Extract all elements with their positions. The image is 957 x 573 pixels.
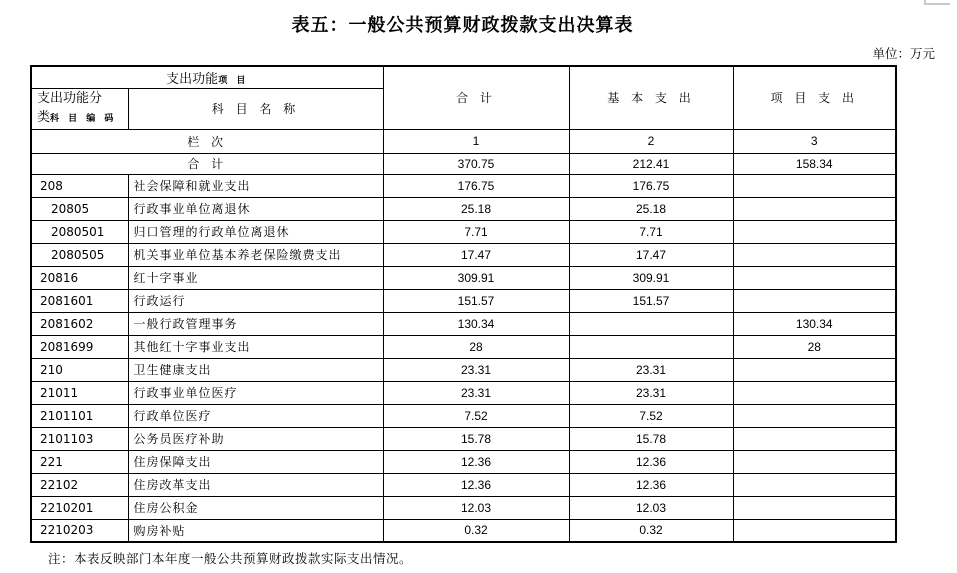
header-col-basic: 基 本 支 出 <box>569 66 733 129</box>
cell-code: 2081601 <box>31 289 128 312</box>
cell-code: 210 <box>31 358 128 381</box>
cell-subject-name: 住房公积金 <box>128 496 383 519</box>
column-index-3: 3 <box>733 129 896 153</box>
table-row <box>31 220 896 243</box>
cell-code: 2210203 <box>31 519 128 542</box>
header-function-item-cell <box>31 66 383 88</box>
cell-project <box>733 450 896 473</box>
cell-code: 20805 <box>31 197 128 220</box>
cell-total: 7.52 <box>383 404 569 427</box>
page-title: 表五：一般公共预算财政拨款支出决算表 <box>291 15 634 36</box>
cell-basic: 12.36 <box>569 450 733 473</box>
table-row <box>31 312 896 335</box>
cell-subject-name: 行政单位医疗 <box>128 404 383 427</box>
cell-project <box>733 427 896 450</box>
table-row <box>31 197 896 220</box>
cell-code: 2081699 <box>31 335 128 358</box>
table-row <box>31 496 896 519</box>
cell-total: 17.47 <box>383 243 569 266</box>
cell-project <box>733 404 896 427</box>
budget-table <box>30 65 897 543</box>
cell-project <box>733 381 896 404</box>
cell-grand-total-basic: 212.41 <box>569 153 733 174</box>
cell-subject-name: 住房保障支出 <box>128 450 383 473</box>
cell-code: 2101103 <box>31 427 128 450</box>
cell-subject-name: 机关事业单位基本养老保险缴费支出 <box>128 243 383 266</box>
table-row <box>31 174 896 197</box>
cell-basic: 7.52 <box>569 404 733 427</box>
column-index-1: 1 <box>383 129 569 153</box>
table-row <box>31 427 896 450</box>
cell-basic: 23.31 <box>569 358 733 381</box>
cell-total: 28 <box>383 335 569 358</box>
budget-table-body <box>31 153 896 542</box>
cell-total: 25.18 <box>383 197 569 220</box>
cell-total: 23.31 <box>383 381 569 404</box>
cell-code: 2101101 <box>31 404 128 427</box>
cell-subject-name: 住房改革支出 <box>128 473 383 496</box>
cell-grand-total-project: 158.34 <box>733 153 896 174</box>
cell-subject-name: 行政事业单位医疗 <box>128 381 383 404</box>
table-row <box>31 358 896 381</box>
cell-basic: 7.71 <box>569 220 733 243</box>
cell-code: 2080501 <box>31 220 128 243</box>
cell-code: 22102 <box>31 473 128 496</box>
header-item-label: 项 目 <box>218 75 249 86</box>
cell-basic: 25.18 <box>569 197 733 220</box>
header-col-project: 项 目 支 出 <box>733 66 896 129</box>
table-row <box>31 519 896 542</box>
cell-grand-total-sum: 370.75 <box>383 153 569 174</box>
cell-project: 28 <box>733 335 896 358</box>
cell-basic <box>569 312 733 335</box>
header-code-line2: 类科 目 编 码 <box>37 109 117 125</box>
cell-code: 2210201 <box>31 496 128 519</box>
cell-total: 130.34 <box>383 312 569 335</box>
table-header <box>31 66 896 153</box>
header-row-1 <box>31 66 896 88</box>
cell-total: 12.36 <box>383 473 569 496</box>
cell-basic: 17.47 <box>569 243 733 266</box>
cell-total: 12.03 <box>383 496 569 519</box>
cell-basic: 23.31 <box>569 381 733 404</box>
cell-project: 130.34 <box>733 312 896 335</box>
cell-basic: 15.78 <box>569 427 733 450</box>
cell-total: 15.78 <box>383 427 569 450</box>
unit-label: 单位：万元 <box>872 46 935 61</box>
cell-project <box>733 473 896 496</box>
cell-subject-name: 公务员医疗补助 <box>128 427 383 450</box>
header-code-cell <box>31 88 128 129</box>
cell-project <box>733 266 896 289</box>
cell-subject-name: 一般行政管理事务 <box>128 312 383 335</box>
cell-subject-name: 红十字事业 <box>128 266 383 289</box>
cell-code: 221 <box>31 450 128 473</box>
cell-total: 23.31 <box>383 358 569 381</box>
cell-code: 21011 <box>31 381 128 404</box>
table-row <box>31 381 896 404</box>
table-row <box>31 450 896 473</box>
cell-total: 7.71 <box>383 220 569 243</box>
grand-total-row <box>31 153 896 174</box>
cell-total: 151.57 <box>383 289 569 312</box>
cell-subject-name: 行政事业单位离退休 <box>128 197 383 220</box>
cell-subject-name: 社会保障和就业支出 <box>128 174 383 197</box>
table-row <box>31 335 896 358</box>
header-name-cell: 科 目 名 称 <box>128 88 383 129</box>
cell-basic: 12.36 <box>569 473 733 496</box>
cell-code: 2081602 <box>31 312 128 335</box>
header-col-total: 合 计 <box>383 66 569 129</box>
column-index-2: 2 <box>569 129 733 153</box>
cell-project <box>733 496 896 519</box>
cell-project <box>733 519 896 542</box>
header-code-line1: 支出功能分 <box>37 90 103 106</box>
cell-code: 208 <box>31 174 128 197</box>
cell-project <box>733 197 896 220</box>
footnote: 注：本表反映部门本年度一般公共预算财政拨款实际支出情况。 <box>48 551 413 566</box>
cell-total: 176.75 <box>383 174 569 197</box>
cell-subject-name: 归口管理的行政单位离退休 <box>128 220 383 243</box>
table-row <box>31 266 896 289</box>
cell-total: 0.32 <box>383 519 569 542</box>
column-index-label: 栏 次 <box>31 129 383 153</box>
table-row <box>31 473 896 496</box>
table-row <box>31 289 896 312</box>
cell-project <box>733 220 896 243</box>
cell-project <box>733 174 896 197</box>
cell-basic: 151.57 <box>569 289 733 312</box>
cell-project <box>733 289 896 312</box>
cell-basic: 176.75 <box>569 174 733 197</box>
cell-basic: 309.91 <box>569 266 733 289</box>
cell-subject-name: 其他红十字事业支出 <box>128 335 383 358</box>
cell-project <box>733 243 896 266</box>
cell-project <box>733 358 896 381</box>
cell-total: 12.36 <box>383 450 569 473</box>
table-row <box>31 243 896 266</box>
column-index-row <box>31 129 896 153</box>
cell-subject-name: 行政运行 <box>128 289 383 312</box>
cell-basic: 0.32 <box>569 519 733 542</box>
cell-code: 20816 <box>31 266 128 289</box>
cell-total: 309.91 <box>383 266 569 289</box>
cell-subject-name: 购房补贴 <box>128 519 383 542</box>
cell-code: 2080505 <box>31 243 128 266</box>
cell-grand-total-label: 合 计 <box>31 153 383 174</box>
cell-basic: 12.03 <box>569 496 733 519</box>
header-function-label: 支出功能 <box>166 71 219 87</box>
table-row <box>31 404 896 427</box>
cell-basic <box>569 335 733 358</box>
cell-subject-name: 卫生健康支出 <box>128 358 383 381</box>
corner-artifact <box>924 0 950 5</box>
